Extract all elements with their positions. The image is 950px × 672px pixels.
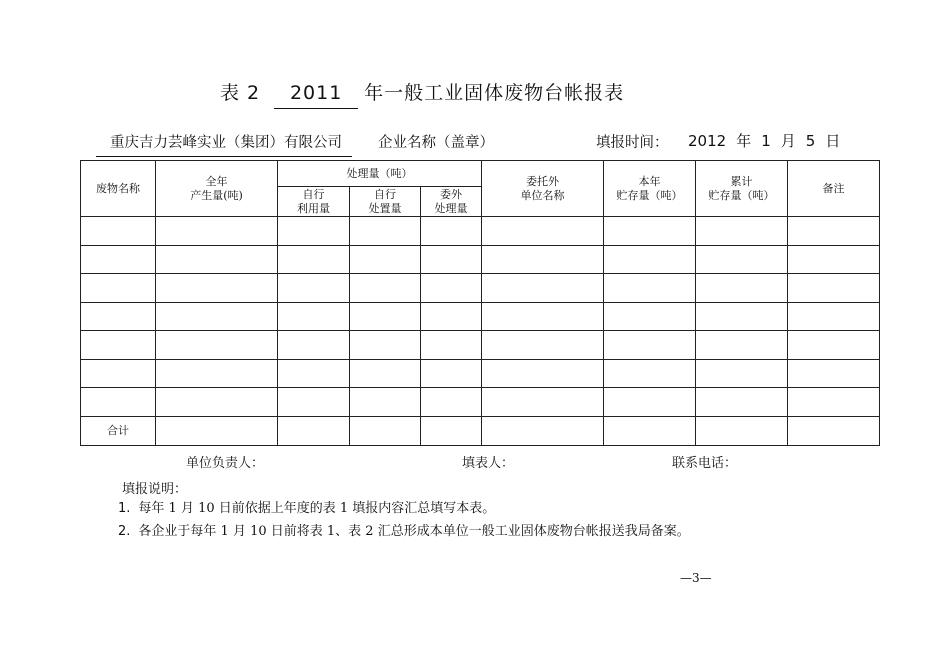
note-item [118, 497, 495, 516]
header-self-dispose-line1: 自行 [374, 187, 396, 201]
table-cell[interactable] [278, 388, 350, 417]
table-cell[interactable] [482, 388, 604, 417]
table-cell[interactable] [156, 331, 278, 360]
total-label: 合计 [81, 416, 156, 445]
note-item [118, 520, 690, 539]
header-outsourced-line1: 委外 [440, 187, 462, 201]
date-month-unit: 月 [780, 132, 796, 150]
table-cell[interactable] [156, 388, 278, 417]
table-cell[interactable] [696, 359, 788, 388]
table-cell[interactable] [81, 359, 156, 388]
table-cell[interactable] [696, 416, 788, 445]
table-cell[interactable] [350, 245, 421, 274]
header-annual-output-line1: 全年 [205, 174, 228, 188]
header-self-dispose-line2: 处置量 [368, 201, 402, 215]
table-cell[interactable] [350, 416, 421, 445]
table-cell[interactable] [482, 274, 604, 303]
title-suffix: 年一般工业固体废物台帐报表 [364, 82, 625, 104]
table-cell[interactable] [696, 245, 788, 274]
table-cell[interactable] [788, 217, 880, 246]
table-cell[interactable] [156, 359, 278, 388]
header-storage-total-line1: 累计 [730, 174, 753, 188]
table-cell[interactable] [482, 416, 604, 445]
header-outsourced-line2: 处理量 [434, 201, 468, 215]
header-waste-name: 废物名称 [81, 161, 156, 217]
total-row [81, 416, 880, 445]
filler-label: 填表人： [462, 456, 515, 471]
table-cell[interactable] [350, 331, 421, 360]
table-cell[interactable] [788, 302, 880, 331]
title-prefix: 表 2 [220, 82, 261, 104]
header-annual-output [156, 161, 278, 217]
header-outsourced [421, 187, 482, 217]
table-cell[interactable] [604, 302, 696, 331]
date-year-unit: 年 [736, 132, 752, 150]
table-cell[interactable] [421, 274, 482, 303]
table-cell[interactable] [482, 359, 604, 388]
table-cell[interactable] [604, 359, 696, 388]
table-cell[interactable] [350, 359, 421, 388]
table-cell[interactable] [81, 302, 156, 331]
header-self-use-line1: 自行 [302, 187, 325, 201]
table-row [81, 274, 880, 303]
note-text: 每年 1 月 10 日前依据上年度的表 1 填报内容汇总填写本表。 [138, 501, 496, 516]
table-cell[interactable] [788, 274, 880, 303]
fill-date [688, 130, 850, 151]
table-cell[interactable] [350, 388, 421, 417]
table-cell[interactable] [350, 302, 421, 331]
table-cell[interactable] [604, 217, 696, 246]
unit-head-label: 单位负责人： [186, 456, 265, 471]
table-cell[interactable] [156, 302, 278, 331]
table-row [81, 302, 880, 331]
header-treatment-group: 处理量（吨） [278, 161, 482, 187]
table-cell[interactable] [81, 388, 156, 417]
header-entrusted-unit [482, 161, 604, 217]
table-cell[interactable] [788, 416, 880, 445]
table-cell[interactable] [696, 388, 788, 417]
table-cell[interactable] [350, 274, 421, 303]
table-cell[interactable] [604, 388, 696, 417]
table-cell[interactable] [156, 245, 278, 274]
table-cell[interactable] [604, 274, 696, 303]
table-cell[interactable] [421, 331, 482, 360]
company-name-label: 企业名称（盖章） [378, 135, 494, 151]
table-cell[interactable] [788, 331, 880, 360]
table-row [81, 359, 880, 388]
table-cell[interactable] [156, 217, 278, 246]
date-year: 2012 [688, 132, 727, 150]
table-cell[interactable] [278, 359, 350, 388]
date-month: 1 [761, 132, 771, 150]
table-cell[interactable] [788, 359, 880, 388]
table-cell[interactable] [81, 331, 156, 360]
table-cell[interactable] [482, 245, 604, 274]
table-cell[interactable] [604, 416, 696, 445]
table-cell[interactable] [482, 217, 604, 246]
ledger-body [81, 217, 880, 446]
header-storage-year-line2: 贮存量（吨） [616, 188, 683, 202]
table-cell[interactable] [278, 302, 350, 331]
header-storage-year-line1: 本年 [638, 174, 661, 188]
table-cell[interactable] [482, 331, 604, 360]
table-cell[interactable] [788, 388, 880, 417]
notes-title: 填报说明： [122, 482, 188, 497]
table-cell[interactable] [421, 245, 482, 274]
table-cell[interactable] [350, 217, 421, 246]
table-row [81, 217, 880, 246]
table-cell[interactable] [696, 331, 788, 360]
table-row [81, 245, 880, 274]
table-cell[interactable] [696, 274, 788, 303]
table-cell[interactable] [421, 302, 482, 331]
company-name: 重庆吉力芸峰实业（集团）有限公司 [96, 131, 352, 157]
table-cell[interactable] [278, 217, 350, 246]
table-cell[interactable] [278, 274, 350, 303]
table-cell[interactable] [696, 302, 788, 331]
table-cell[interactable] [81, 217, 156, 246]
table-cell[interactable] [604, 331, 696, 360]
table-row [81, 388, 880, 417]
header-annual-output-line2: 产生量(吨) [190, 188, 243, 202]
table-cell[interactable] [421, 416, 482, 445]
table-cell[interactable] [421, 388, 482, 417]
table-cell[interactable] [81, 274, 156, 303]
header-self-use-line2: 利用量 [297, 201, 330, 215]
waste-ledger-table [80, 160, 880, 446]
date-day: 5 [805, 132, 816, 150]
table-cell[interactable] [156, 274, 278, 303]
page-title [220, 78, 624, 109]
header-storage-total-line2: 贮存量（吨） [708, 188, 775, 202]
header-storage-total [696, 161, 788, 217]
table-cell[interactable] [604, 245, 696, 274]
table-cell[interactable] [788, 245, 880, 274]
page-number: —3— [680, 571, 712, 585]
note-number: 2. [118, 524, 131, 539]
date-day-unit: 日 [825, 132, 841, 150]
note-text: 各企业于每年 1 月 10 日前将表 1、表 2 汇总形成本单位一般工业固体废物台帐报送我局备案。 [138, 524, 690, 539]
table-cell[interactable] [278, 245, 350, 274]
header-entrusted-unit-line1: 委托外 [526, 174, 560, 188]
table-cell[interactable] [482, 302, 604, 331]
header-storage-year [604, 161, 696, 217]
phone-label: 联系电话： [672, 456, 738, 471]
fill-time-label: 填报时间： [596, 135, 669, 151]
header-self-use [278, 187, 350, 217]
table-row [81, 331, 880, 360]
table-cell[interactable] [421, 217, 482, 246]
table-cell[interactable] [278, 416, 350, 445]
table-cell[interactable] [81, 245, 156, 274]
table-cell[interactable] [278, 331, 350, 360]
header-remarks: 备注 [788, 161, 880, 217]
table-cell[interactable] [156, 416, 278, 445]
table-cell[interactable] [696, 217, 788, 246]
note-number: 1. [118, 501, 131, 516]
title-year: 2011 [274, 82, 358, 109]
header-entrusted-unit-line2: 单位名称 [520, 188, 565, 202]
header-self-dispose [350, 187, 421, 217]
table-cell[interactable] [421, 359, 482, 388]
